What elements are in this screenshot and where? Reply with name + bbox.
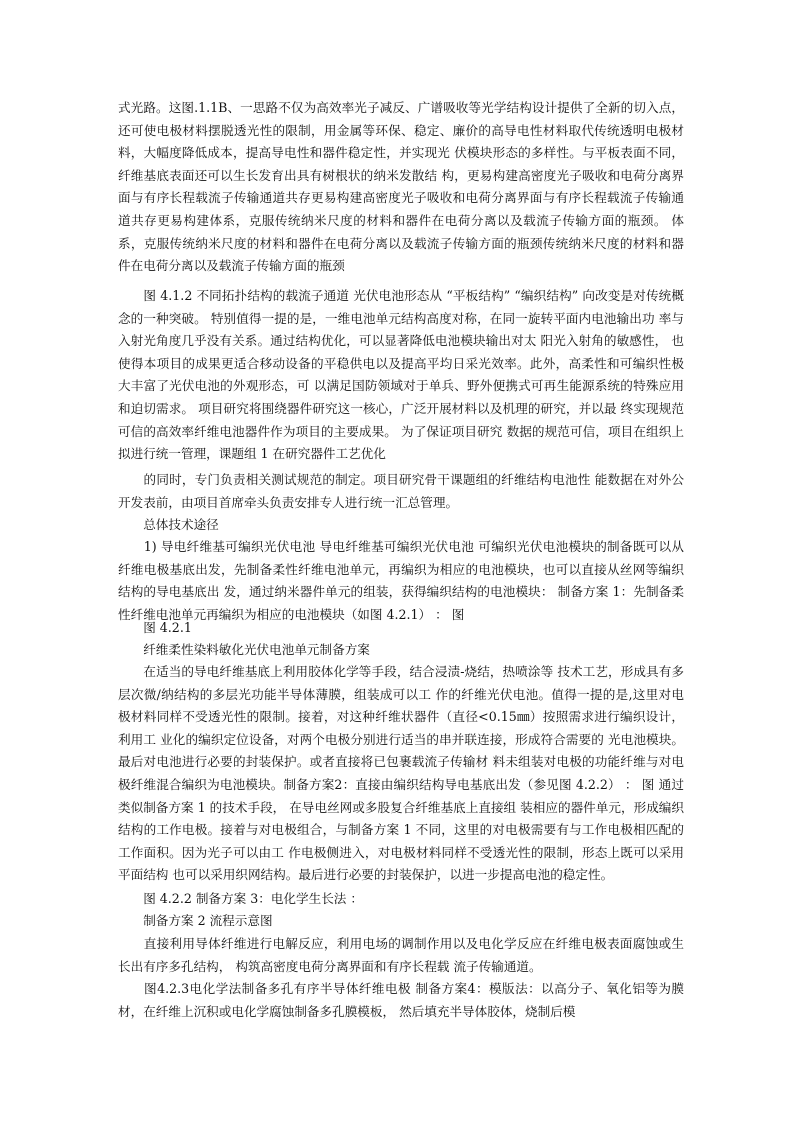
paragraph-test-standards: 的同时，专门负责相关测试规范的制定。项目研究骨干课题组的纤维结构电池性 能数据在对外公开发表前，由项目首席牵头负责安排专人进行统一汇总管理。 <box>118 472 684 510</box>
paragraph-electrolysis: 直接利用导体纤维进行电解反应，利用电场的调制作用以及电化学反应在纤维电极表面腐蚀或生长出有序多孔结构， 构筑高密度电荷分离界面和有序长程载 流子传输通道。 <box>118 936 684 974</box>
figure-label-4-2-2-scheme-3: 图 4.2.2 制备方案 3：电化学生长法 ： <box>118 891 363 906</box>
paragraph-figure-4-1-2: 图 4.1.2 不同拓扑结构的载流子通道 光伏电池形态从 “平板结构” “编织结构” 向改变是对传统概念的一种突破。 特别值得一提的是，一维电池单元结构高度对称，在同一旋转平面内电池输出功 率与入射光角度几乎没有关系。通过结构优化，可以显著降低电池模块输出对太 阳光入射角的敏感性， 也使得本项目的成果更适合移动设备的平稳供电以及提高平均日采光效率。此外，高柔性和可编织性极大丰富了光伏电池的外观形态，可 以满足国防领域对于单兵、野外便携式可再生能源系统的特殊应用和迫切需求。 项目研究将围绕器件研究这一核心，广泛开展材料以及机理的研究，并以最 终实现规范可信的高效率纤维电池器件作为项目的主要成果。 为了保证项目研究 数据的规范可信，项目在组织上拟进行统一管理，课题组 1 在研究器件工艺优化 <box>118 288 684 462</box>
figure-caption-dye-sensitized-scheme: 纤维柔性染料敏化光伏电池单元制备方案 <box>118 642 370 657</box>
paragraph-weavable-pv-cell: 1) 导电纤维基可编织光伏电池 导电纤维基可编织光伏电池 可编织光伏电池模块的制备既可以从纤维电极基底出发，先制备柔性纤维电池单元，再编织为相应的电池模块，也可以直接从丝网等编织结构的导电基底出 发，通过纳米器件单元的组装，获得编织结构的电池模块： 制备方案 1：先制备柔性纤维电池单元再编织为相应的电池模块（如图 4.2.1） ： 图 <box>118 539 684 622</box>
paragraph-intro-optical-path: 式光路。这图.1.1B、一思路不仅为高效率光子减反、广谱吸收等光学结构设计提供了全新的切入点， 还可使电极材料摆脱透光性的限制，用金属等环保、稳定、廉价的高导电性材料取代传统透明电极材料，大幅度降低成本，提高导电性和器件稳定性，并实现光 伏模块形态的多样性。与平板表面不同， 纤维基底表面还可以生长发育出具有树根状的纳米发散结 构，更易构建高密度光子吸收和电荷分离界面与有序长程载流子传输通道共存更易构建高密度光子吸收和电荷分离界面与有序长程载流子传输通道共存更易构建体系，克服传统纳米尺度的材料和器件在电荷分离以及载流子传输方面的瓶颈。 体系，克服传统纳米尺度的材料和器件在电荷分离以及载流子传输方面的瓶颈传统纳米尺度的材料和器件在电荷分离以及载流子传输方面的瓶颈 <box>118 100 684 274</box>
paragraph-fabrication-schemes: 在适当的导电纤维基底上利用胶体化学等手段，结合浸渍-烧结，热喷涂等 技术工艺，形成具有多层次微/纳结构的多层光功能半导体薄膜，组装成可以工 作的纤维光伏电池。值得一提的是,这里对电极材料同样不受透光性的限制。接着，对这种纤维状器件（直径<0.15㎜）按照需求进行编织设计，利用工 业化的编织定位设备，对两个电极分别进行适当的串并联连接，形成符合需要的 光电池模块。最后对电池进行必要的封装保护。或者直接将已包裹载流子传输材 料未组装对电极的功能纤维与对电极纤维混合编织为电池模块。制备方案2：直接由编织结构导电基底出发（参见图 4.2.2） ： 图 通过类似制备方案 1 的技术手段， 在导电丝网或多股复合纤维基底上直接组 装相应的器件单元，形成编织结构的工作电极。接着与对电极组合，与制备方案 1 不同，这里的对电极需要有与工作电极相匹配的工作面积。因为光子可以由工 作电极侧进入，对电极材料同样不受透光性的限制，形态上既可以采用平面结构 也可以采用织网结构。最后进行必要的封装保护，以进一步提高电池的稳定性。 <box>118 664 684 883</box>
paragraph-figure-4-2-3-template: 图4.2.3电化学法制备多孔有序半导体纤维电极 制备方案4：模版法：以高分子、氧化铝等为膜材，在纤维上沉积或电化学腐蚀制备多孔膜模板， 然后填充半导体胶体，烧制后模 <box>118 981 684 1019</box>
figure-label-4-2-1: 图 4.2.1 <box>118 620 192 635</box>
section-heading-technical-approach: 总体技术途径 <box>118 517 219 532</box>
figure-caption-scheme-2-flow: 制备方案 2 流程示意图 <box>118 913 273 928</box>
